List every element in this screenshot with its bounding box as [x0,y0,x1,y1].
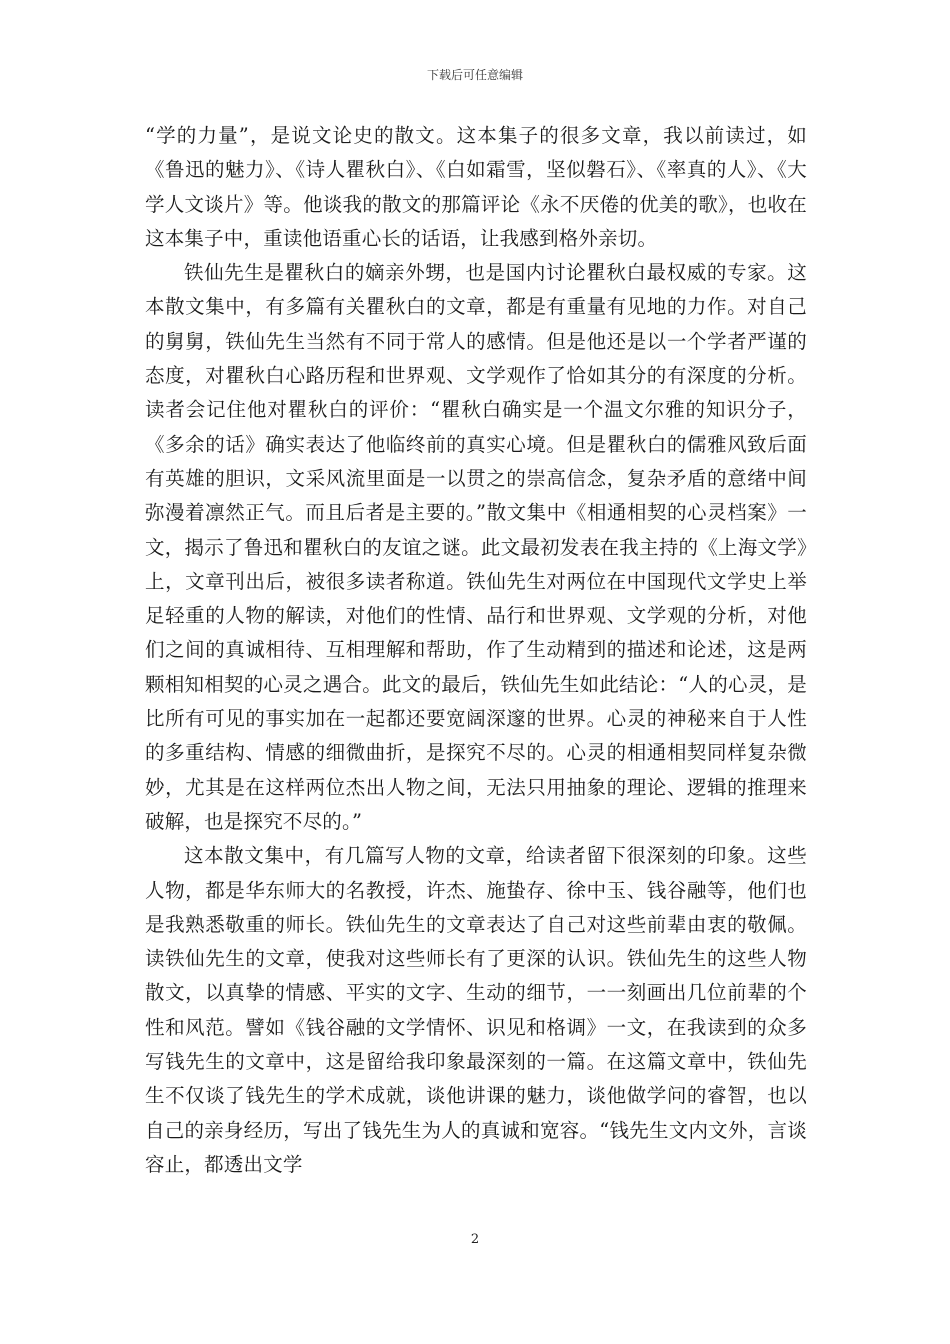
paragraph-2: 铁仙先生是瞿秋白的嫡亲外甥，也是国内讨论瞿秋白最权威的专家。这本散文集中，有多篇有关瞿秋白的文章，都是有重量有见地的力作。对自己的舅舅，铁仙先生当然有不同于常人的感情。但是他还是以一个学者严谨的态度，对瞿秋白心路历程和世界观、文学观作了恰如其分的有深度的分析。读者会记住他对瞿秋白的评价：“瞿秋白确实是一个温文尔雅的知识分子，《多余的话》确实表达了他临终前的真实心境。但是瞿秋白的儒雅风致后面有英雄的胆识，文采风流里面是一以贯之的崇高信念，复杂矛盾的意绪中间弥漫着凛然正气。而且后者是主要的。”散文集中《相通相契的心灵档案》一文，揭示了鲁迅和瞿秋白的友谊之谜。此文最初发表在我主持的《上海文学》上，文章刊出后，被很多读者称道。铁仙先生对两位在中国现代文学史上举足轻重的人物的解读，对他们的性情、品行和世界观、文学观的分析，对他们之间的真诚相待、互相理解和帮助，作了生动精到的描述和论述，这是两颗相知相契的心灵之遇合。此文的最后，铁仙先生如此结论：“人的心灵，是比所有可见的事实加在一起都还要宽阔深邃的世界。心灵的神秘来自于人性的多重结构、情感的细微曲折，是探究不尽的。心灵的相通相契同样复杂微妙，尤其是在这样两位杰出人物之间，无法只用抽象的理论、逻辑的推理来破解，也是探究不尽的。” [145,261,807,833]
body-text [145,119,807,1182]
page-header: 下载后可任意编辑 [426,68,523,82]
page-number: 2 [470,1232,480,1247]
paragraph-1: “学的力量”，是说文论史的散文。这本集子的很多文章，我以前读过，如《鲁迅的魅力》、《诗人瞿秋白》、《白如霜雪，坚似磐石》、《率真的人》、《大学人文谈片》等。他谈我的散文的那篇评论《永不厌倦的优美的歌》，也收在这本集子中，重读他语重心长的话语，让我感到格外亲切。 [145,124,807,250]
paragraph-3: 这本散文集中，有几篇写人物的文章，给读者留下很深刻的印象。这些人物，都是华东师大的名教授，许杰、施蛰存、徐中玉、钱谷融等，他们也是我熟悉敬重的师长。铁仙先生的文章表达了自己对这些前辈由衷的敬佩。读铁仙先生的文章，使我对这些师长有了更深的认识。铁仙先生的这些人物散文，以真挚的情感、平实的文字、生动的细节，一一刻画出几位前辈的个性和风范。譬如《钱谷融的文学情怀、识见和格调》一文，在我读到的众多写钱先生的文章中，这是留给我印象最深刻的一篇。在这篇文章中，铁仙先生不仅谈了钱先生的学术成就，谈他讲课的魅力，谈他做学问的睿智，也以自己的亲身经历，写出了钱先生为人的真诚和宽容。“钱先生文内文外，言谈容止，都透出文学 [145,844,807,1176]
